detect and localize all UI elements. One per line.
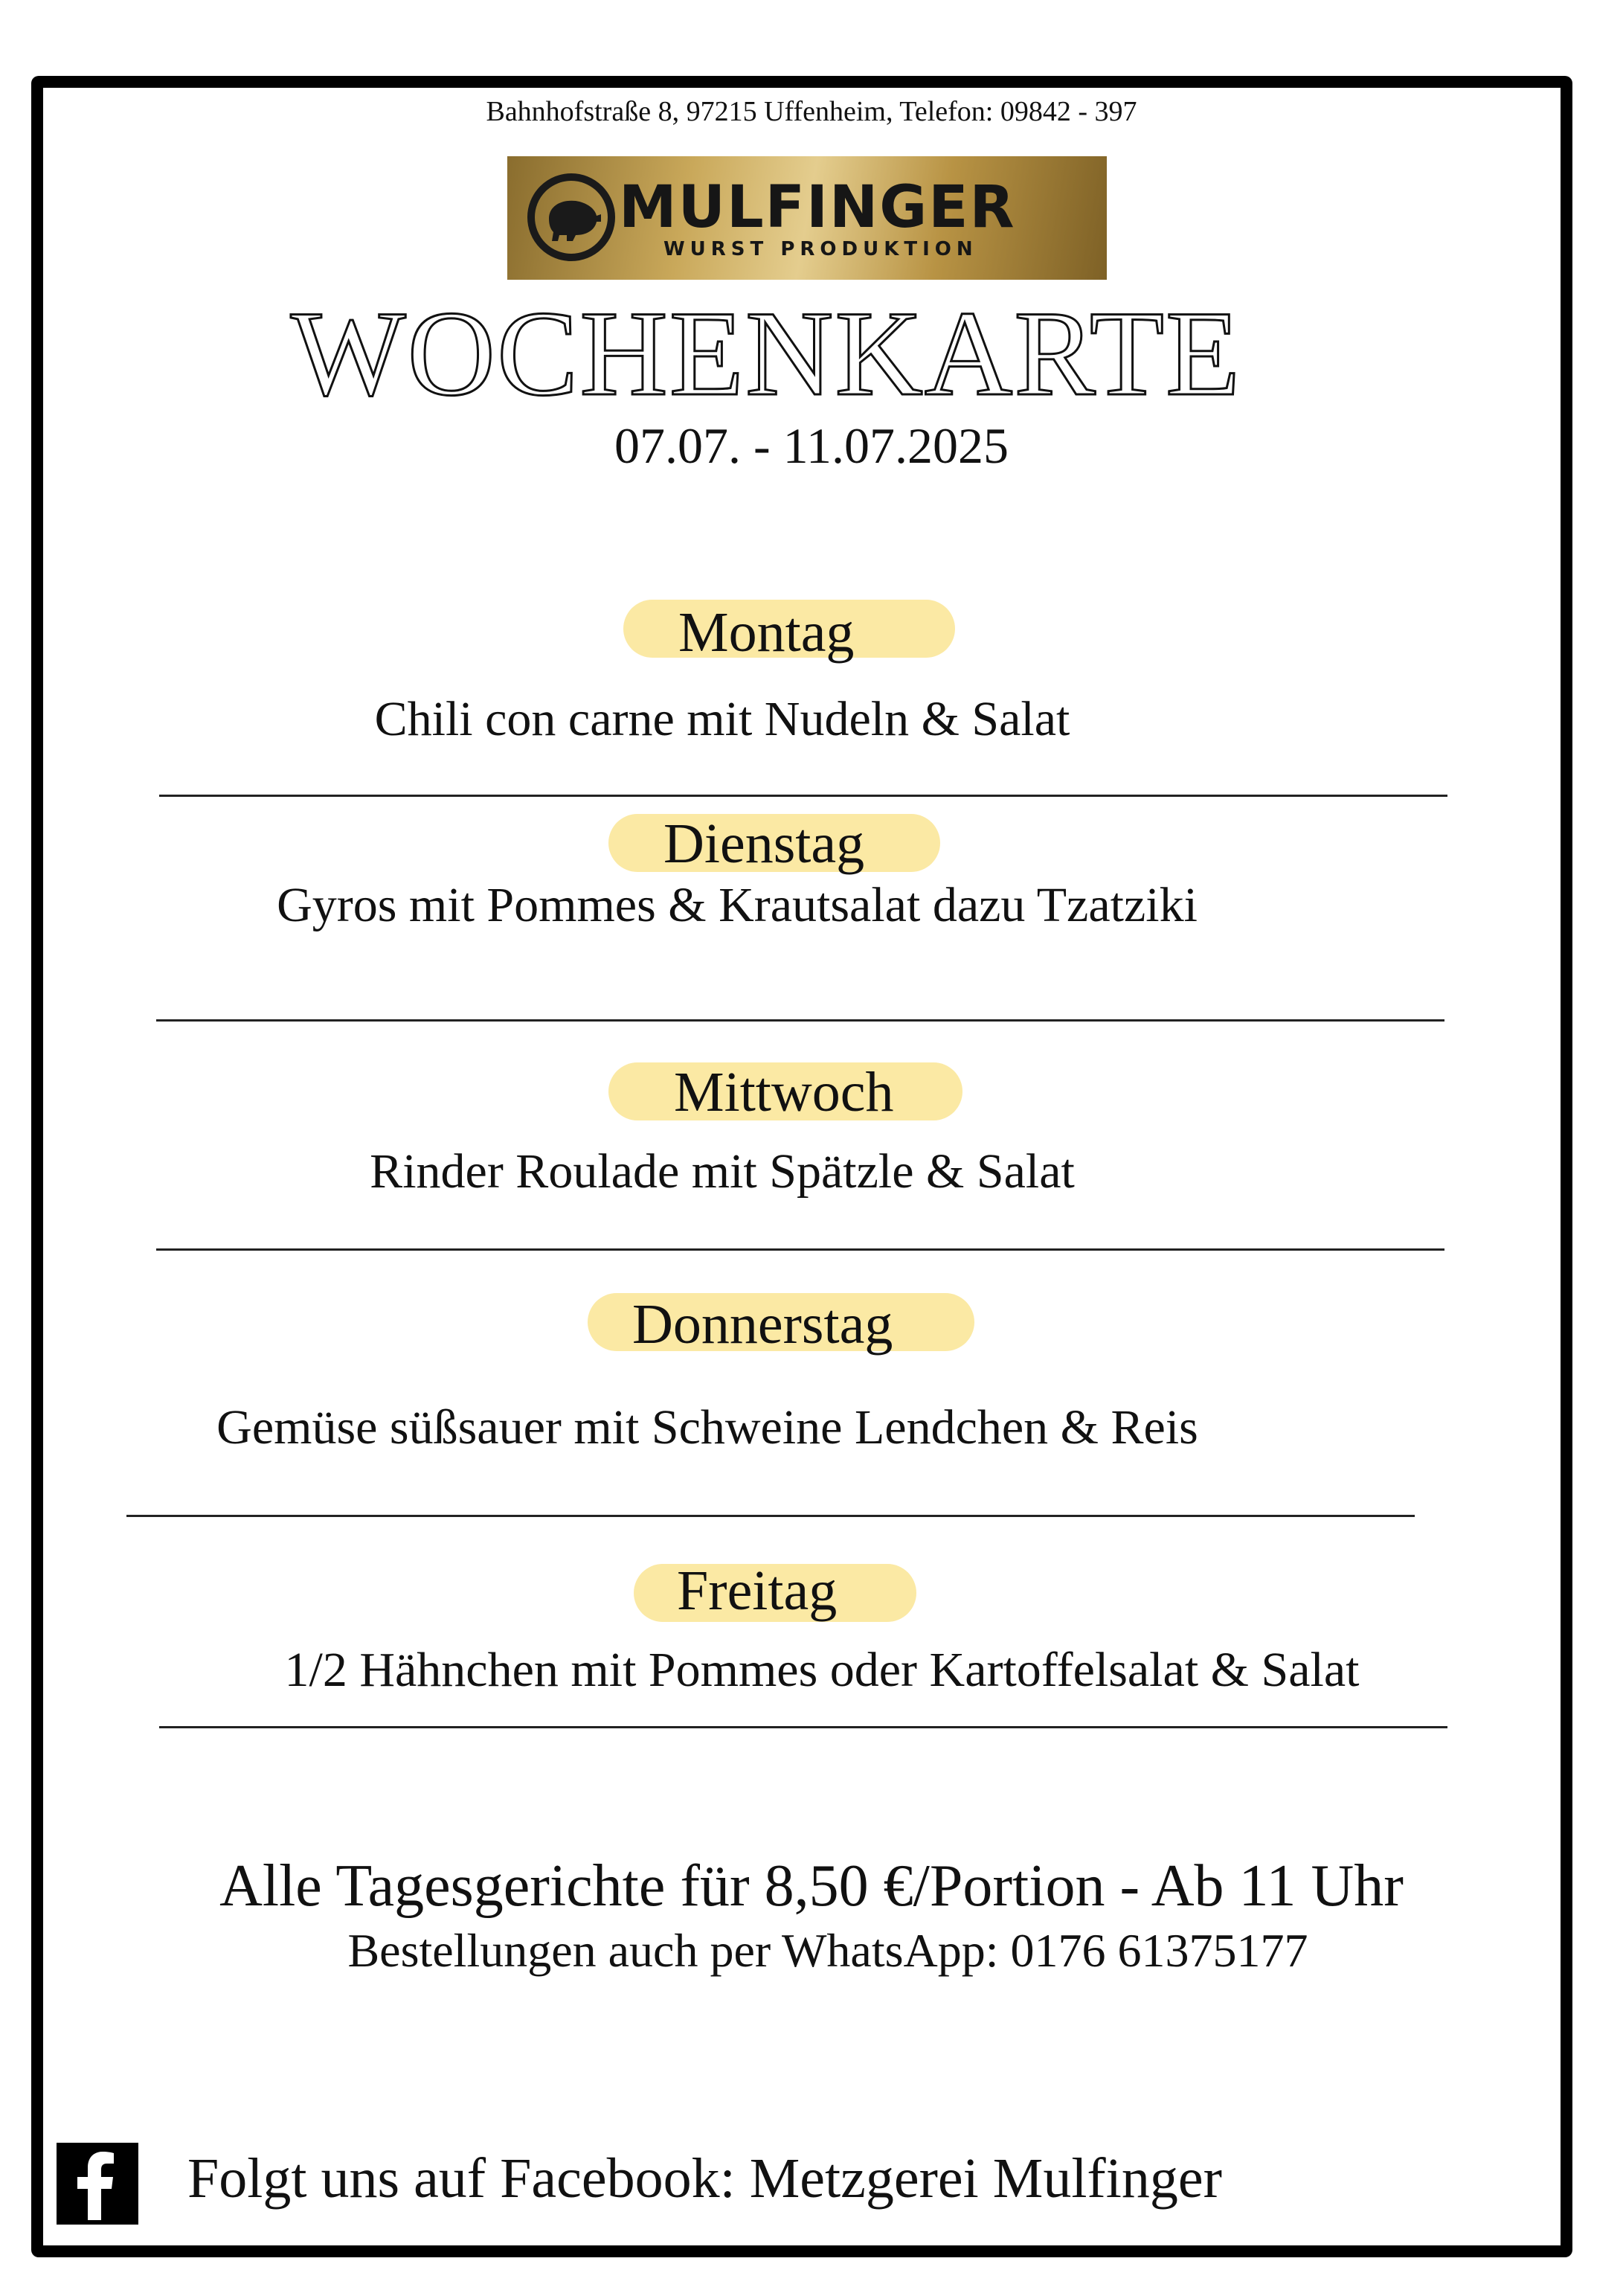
day-label-freitag: Freitag bbox=[677, 1559, 838, 1622]
dish-dienstag: Gyros mit Pommes & Krautsalat dazu Tzatziki bbox=[277, 878, 1198, 932]
dish-mittwoch: Rinder Roulade mit Spätzle & Salat bbox=[370, 1144, 1075, 1199]
pig-icon bbox=[527, 173, 616, 262]
order-note: Bestellungen auch per WhatsApp: 0176 61375177 bbox=[347, 1924, 1308, 1977]
dish-freitag: 1/2 Hähnchen mit Pommes oder Kartoffelsalat & Salat bbox=[284, 1643, 1360, 1697]
price-note: Alle Tagesgerichte für 8,50 €/Portion - Ab 11 Uhr bbox=[219, 1853, 1404, 1919]
divider-4 bbox=[126, 1515, 1415, 1517]
logo-name: MULFINGER bbox=[619, 174, 1016, 241]
divider-2 bbox=[156, 1019, 1444, 1022]
date-range: 07.07. - 11.07.2025 bbox=[614, 417, 1009, 474]
day-label-donnerstag: Donnerstag bbox=[632, 1293, 893, 1356]
address-line: Bahnhofstraße 8, 97215 Uffenheim, Telefon: 09842 - 397 bbox=[486, 96, 1137, 127]
menu-title-text: WOCHENKARTE bbox=[290, 290, 1242, 417]
logo-subtitle: WURST PRODUKTION bbox=[663, 238, 978, 260]
divider-3 bbox=[156, 1248, 1444, 1251]
facebook-icon bbox=[57, 2143, 138, 2225]
dish-montag: Chili con carne mit Nudeln & Salat bbox=[374, 692, 1070, 746]
menu-title bbox=[0, 290, 1623, 417]
day-label-dienstag: Dienstag bbox=[663, 812, 865, 875]
dish-donnerstag: Gemüse süßsauer mit Schweine Lendchen & Reis bbox=[216, 1400, 1198, 1455]
facebook-note: Folgt uns auf Facebook: Metzgerei Mulfinger bbox=[187, 2147, 1222, 2210]
day-label-montag: Montag bbox=[678, 601, 855, 664]
divider-5 bbox=[159, 1726, 1447, 1728]
day-label-mittwoch: Mittwoch bbox=[674, 1061, 894, 1123]
mulfinger-logo bbox=[507, 156, 1107, 280]
divider-1 bbox=[159, 795, 1447, 797]
